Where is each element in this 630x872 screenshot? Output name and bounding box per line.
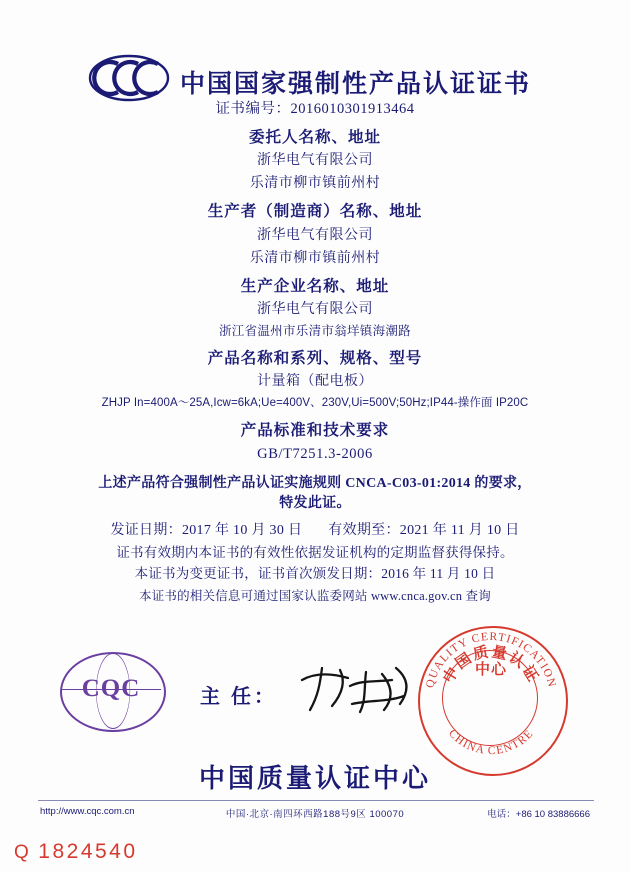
product-section-heading: 产品名称和系列、规格、型号 bbox=[207, 349, 423, 367]
conformity-statement-line2: 特发此证。 bbox=[279, 495, 351, 511]
stamp-arc-cn-text: 中国质量认证 bbox=[440, 644, 542, 687]
director-label: 主 任： bbox=[200, 686, 277, 708]
signature-area bbox=[0, 630, 630, 758]
issue-date-label: 发证日期： bbox=[110, 522, 182, 538]
serial-digits: 1824540 bbox=[38, 840, 138, 863]
factory-section-heading: 生产企业名称、地址 bbox=[240, 277, 390, 295]
footer bbox=[0, 806, 630, 826]
factory-company: 浙华电气有限公司 bbox=[257, 302, 373, 317]
standard-value: GB/T7251.3-2006 bbox=[257, 446, 373, 462]
date-row bbox=[0, 524, 630, 538]
validity-note: 证书有效期内本证书的有效性依据发证机构的定期监督获得保持。 bbox=[116, 544, 514, 560]
ccc-mark-icon bbox=[88, 54, 174, 102]
footer-phone: 电话：+86 10 83886666 bbox=[487, 809, 590, 820]
issue-date-value: 2017 年 10 月 30 日 bbox=[181, 522, 303, 538]
product-specification: ZHJP In=400A～25A,Icw=6kA;Ue=400V、230V,Ui=500V;50Hz;IP44-操作面 IP20C bbox=[101, 397, 529, 409]
manufacturer-company: 浙华电气有限公司 bbox=[257, 227, 373, 243]
organization-name: 中国质量认证中心 bbox=[198, 764, 431, 793]
website-note: 本证书的相关信息可通过国家认监委网站 www.cnca.gov.cn 查询 bbox=[139, 588, 491, 603]
product-name: 计量箱（配电板） bbox=[257, 374, 373, 389]
client-address: 乐清市柳市镇前州村 bbox=[249, 176, 381, 191]
cqc-logo-text: CQC bbox=[81, 675, 141, 702]
svg-text:CHINA CENTRE bbox=[446, 727, 536, 757]
manufacturer-section-heading: 生产者（制造商）名称、地址 bbox=[207, 203, 423, 220]
certificate-body bbox=[0, 96, 630, 602]
standard-section-heading: 产品标准和技术要求 bbox=[240, 421, 390, 439]
change-note: 本证书为变更证书，证书首次颁发日期：2016 年 11 月 10 日 bbox=[134, 566, 496, 581]
certificate-number: 证书编号：2016010301913464 bbox=[215, 101, 415, 117]
serial-prefix: Q bbox=[14, 842, 32, 863]
expiry-date-label: 有效期至： bbox=[328, 522, 400, 538]
handwritten-signature-icon bbox=[296, 660, 416, 720]
red-round-seal-icon bbox=[418, 626, 570, 778]
certificate-header bbox=[0, 28, 630, 98]
conformity-statement-line1: 上述产品符合强制性产品认证实施规则 CNCA-C03-01:2014 的要求， bbox=[98, 475, 532, 491]
footer-website[interactable]: http://www.cqc.com.cn bbox=[40, 806, 135, 817]
factory-address: 浙江省温州市乐清市翁垟镇海潮路 bbox=[218, 324, 411, 338]
stamp-center-text: 中心 bbox=[474, 662, 507, 678]
serial-number bbox=[14, 840, 138, 864]
stamp-arc-bottom-text: CHINA CENTRE bbox=[445, 727, 537, 758]
cqc-globe-icon bbox=[60, 652, 164, 730]
manufacturer-address: 乐清市柳市镇前州村 bbox=[249, 250, 381, 266]
expiry-date-value: 2021 年 11 月 10 日 bbox=[399, 522, 520, 538]
footer-address: 中国·北京·南四环西路188号9区 100070 bbox=[225, 809, 405, 820]
page-title: 中国国家强制性产品认证证书 bbox=[180, 71, 532, 98]
footer-divider bbox=[38, 800, 594, 801]
client-company: 浙华电气有限公司 bbox=[257, 153, 373, 168]
stamp-arc-top-text: QUALITY CERTIFICATION bbox=[424, 630, 558, 690]
client-section-heading: 委托人名称、地址 bbox=[248, 128, 381, 146]
